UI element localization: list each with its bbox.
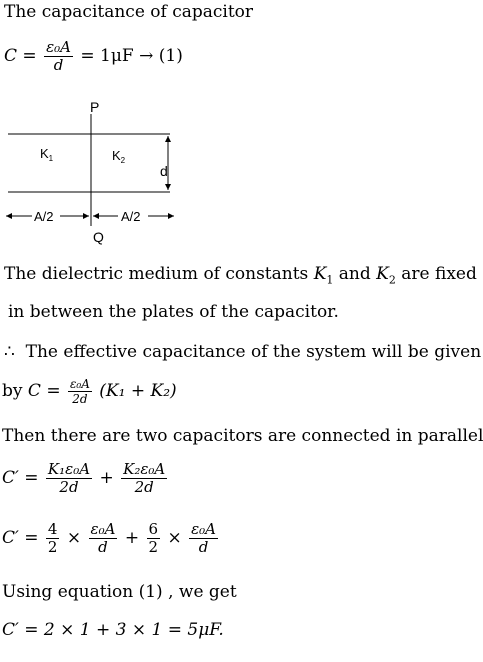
label-k2: $K_2$ (112, 148, 126, 165)
substituted-equation: C′ = $\frac{4}{2}$ × $\frac{\text{ε₀A}}{d}$ + $\frac{6}{2}$ × $\frac{\text{ε₀A}}{d}$ (2, 520, 217, 556)
a-right-arrow-1 (93, 213, 99, 219)
eq2-fraction: $\frac{\text{ε₀A}}{2d}$ (69, 377, 90, 406)
a-left-arrow-2 (83, 213, 89, 219)
capacitor-diagram (0, 96, 200, 246)
eq1-fraction (44, 40, 73, 73)
label-q: Q (93, 229, 104, 245)
label-a-right: A/2 (121, 209, 141, 224)
label-p: P (90, 99, 100, 115)
a-left-arrow-1 (6, 213, 12, 219)
d-arrow-down (165, 184, 171, 190)
a-right-arrow-2 (168, 213, 174, 219)
capacitance-equation: C = $\frac{\text{ε₀A}}{d}$ = 1μF → (1) (4, 38, 183, 74)
effective-capacitance-equation: by C = $\frac{\text{ε₀A}}{2d}$ (K₁ + K₂) (2, 377, 177, 406)
intro-text: The capacitance of capacitor (4, 2, 254, 22)
dielectric-text: The dielectric medium of constants $K_1$ and $K_2$ are fixed (4, 264, 477, 287)
eq1-rhs: = 1μF → (1) (80, 46, 183, 66)
label-k1: $K_1$ (40, 146, 54, 163)
plates-text: in between the plates of the capacitor. (8, 302, 339, 322)
final-result-equation: C′ = 2 × 1 + 3 × 1 = 5μF. (2, 620, 224, 640)
eq1-numerator: ε₀A (46, 38, 71, 56)
label-d: d (160, 163, 168, 179)
label-a-left: A/2 (34, 209, 54, 224)
parallel-text: Then there are two capacitors are connected in parallel (2, 426, 483, 446)
effective-capacitance-text: ∴ The effective capacitance of the system will be given (4, 342, 482, 362)
using-equation-text: Using equation (1) , we get (2, 582, 237, 602)
eq1-lhs: C (4, 46, 18, 66)
d-arrow-up (165, 136, 171, 142)
eq1-denominator: d (53, 56, 64, 74)
parallel-equation: C′ = $\frac{\text{K₁ε₀A}}{2d}$ + $\frac{\text{K₂ε₀A}}{2d}$ (2, 460, 166, 496)
